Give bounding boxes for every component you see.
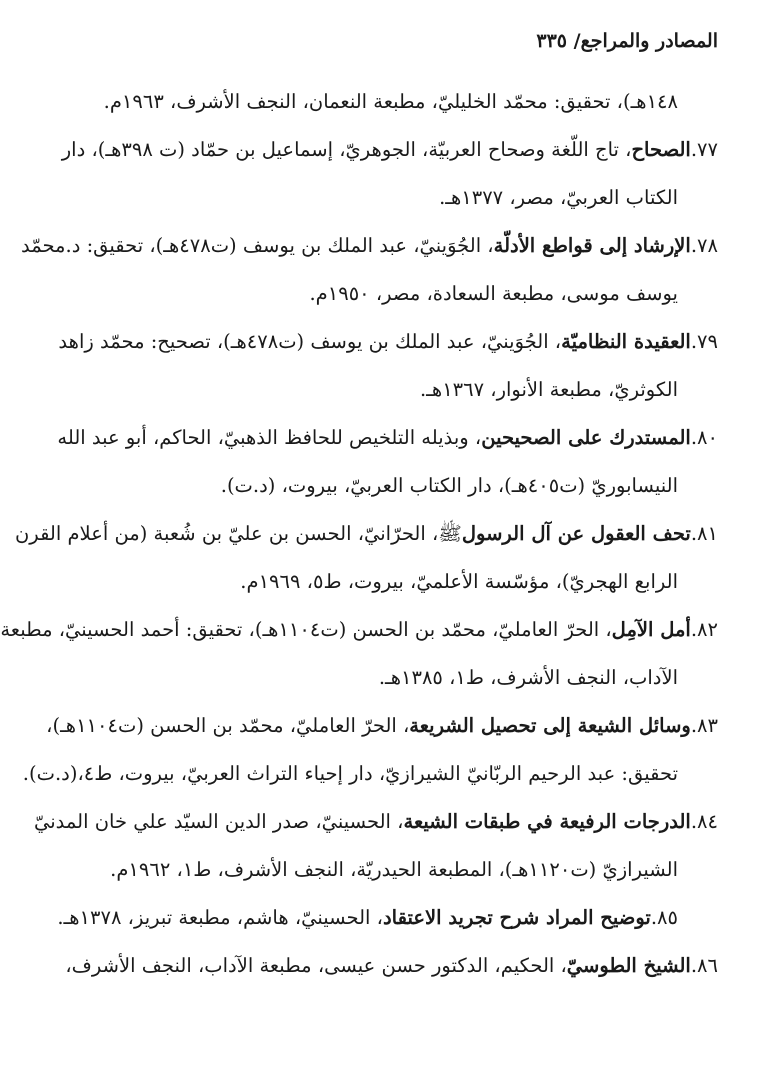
entry-line [0,606,718,654]
entry-text: الشيرازيّ (ت١١٢٠هـ)، المطبعة الحيدريّة، النجف الأشرف، ط١، ١٩٦٢م. [110,858,678,881]
entry-number: ٧٧. [690,138,718,161]
header-title: المصادر والمراجع/ [573,30,718,52]
entry-line [52,270,718,318]
entry-text: ، الحرّ العامليّ، محمّد بن الحسن (ت١١٠٤هـ)، تحقيق: أحمد الحسينيّ، مطبعة [0,618,612,641]
entry-line [52,174,718,222]
list-item [52,942,718,990]
entry-line [22,750,718,798]
entry-text: الآداب، النجف الأشرف، ط١، ١٣٨٥هـ. [378,666,678,689]
entry-number: ٨٣. [690,714,718,737]
entry-line [14,510,718,558]
entry-text: ، الحسينيّ، هاشم، مطبعة تبريز، ١٣٧٨هـ. [57,906,383,929]
entry-title: أمل الآمِل [611,618,691,641]
entry-title: الشيخ الطوسيّ [566,954,691,977]
entry-text: ، الحكيم، الدكتور حسن عيسى، مطبعة الآداب، النجف الأشرف، [65,954,567,977]
entry-text: ، الحرّ العامليّ، محمّد بن الحسن (ت١١٠٤هـ)، [46,714,410,737]
entry-text: الكتاب العربيّ، مصر، ١٣٧٧هـ. [439,186,678,209]
entry-text: ١٤٨هـ)، تحقيق: محمّد الخليليّ، مطبعة النعمان، النجف الأشرف، ١٩٦٣م. [103,90,678,113]
entry-number: ٨١. [690,522,718,545]
page-number: ٣٣٥ [536,30,568,52]
entry-text: النيسابوريّ (ت٤٠٥هـ)، دار الكتاب العربيّ، بيروت، (د.ت). [220,474,678,497]
entry-line [46,702,718,750]
entry-title: الإرشاد إلى قواطع الأدلّة [493,234,691,257]
entry-text: يوسف موسى، مطبعة السعادة، مصر، ١٩٥٠م. [309,282,678,305]
list-item [52,318,718,414]
entry-line [52,654,718,702]
entry-line [52,558,718,606]
list-item [20,222,718,318]
entry-number: ٨٥. [650,906,678,929]
entry-text: ﷺ، الحرّانيّ، الحسن بن عليّ بن شُعبة (من أعلام القرن [14,522,462,545]
entry-line [20,222,718,270]
entry-line [52,126,718,174]
entry-line [52,846,718,894]
entry-line [52,78,718,126]
list-item [33,798,718,894]
entry-line [52,942,718,990]
list-item [52,894,718,942]
entry-title: الدرجات الرفيعة في طبقات الشيعة [403,810,691,833]
running-header [536,30,718,52]
entry-title: توضيح المراد شرح تجريد الاعتقاد [382,906,651,929]
list-item [14,510,718,606]
entry-title: تحف العقول عن آل الرسول [461,522,691,545]
list-item [52,126,718,222]
entry-text: الرابع الهجريّ)، مؤسّسة الأعلميّ، بيروت، ط٥، ١٩٦٩م. [240,570,678,593]
entry-text: تحقيق: عبد الرحيم الربّانيّ الشيرازيّ، دار إحياء التراث العربيّ، بيروت، ط٤،(د.ت). [22,762,678,785]
list-item [52,78,718,126]
entry-text: ، الجُوَينيّ، عبد الملك بن يوسف (ت٤٧٨هـ)، تحقيق: د.محمّد [20,234,494,257]
entry-number: ٧٩. [690,330,718,353]
entry-number: ٧٨. [690,234,718,257]
bibliography-list [0,78,718,990]
entry-number: ٨٠. [690,426,718,449]
list-item [52,414,718,510]
entry-title: العقيدة النظاميّة [561,330,691,353]
entry-line [52,318,718,366]
entry-text: ، الحسينيّ، صدر الدين السيّد علي خان المدنيّ [33,810,404,833]
entry-text: الكوثريّ، مطبعة الأنوار، ١٣٦٧هـ. [419,378,678,401]
entry-title: الصحاح [631,138,691,161]
entry-number: ٨٢. [690,618,718,641]
entry-line [33,798,718,846]
entry-line [52,414,718,462]
list-item [0,606,718,702]
entry-text: ، وبذيله التلخيص للحافظ الذهبيّ، الحاكم، أبو عبد الله [57,426,482,449]
list-item [22,702,718,798]
entry-number: ٨٦. [690,954,718,977]
entry-text: ، تاج اللّغة وصحاح العربيّة، الجوهريّ، إسماعيل بن حمّاد (ت ٣٩٨هـ)، دار [61,138,632,161]
entry-text: ، الجُوَينيّ، عبد الملك بن يوسف (ت٤٧٨هـ)، تصحيح: محمّد زاهد [58,330,562,353]
entry-title: وسائل الشيعة إلى تحصيل الشريعة [409,714,691,737]
entry-line [52,894,718,942]
entry-number: ٨٤. [690,810,718,833]
entry-title: المستدرك على الصحيحين [481,426,691,449]
entry-line [52,366,718,414]
entry-line [52,462,718,510]
